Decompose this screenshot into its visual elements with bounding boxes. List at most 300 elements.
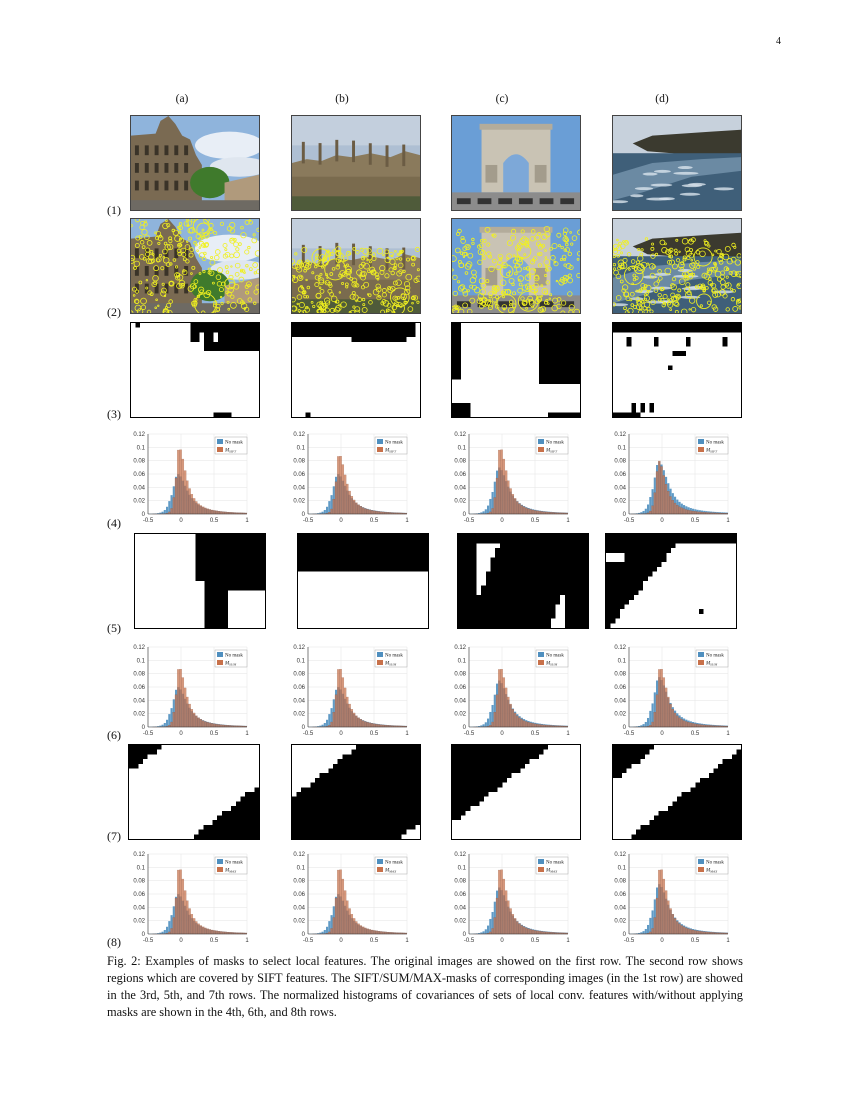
- legend-label: $M_{SUM}$: [225, 661, 237, 667]
- x-tick-label: -0.5: [463, 518, 475, 524]
- bar-with-mask: [516, 716, 518, 727]
- x-tick-label: -0.5: [623, 938, 635, 944]
- x-tick-label: 0: [179, 731, 183, 737]
- bar-with-mask: [378, 724, 380, 727]
- bar-with-mask: [523, 927, 525, 934]
- bar-with-mask: [697, 724, 699, 727]
- legend-swatch-mask: [217, 867, 223, 872]
- bar-with-mask: [198, 924, 200, 934]
- legend-label: $M_{SUM}$: [385, 661, 397, 667]
- bar-no-mask: [164, 723, 166, 727]
- bar-with-mask: [175, 898, 177, 934]
- bar-with-mask: [369, 929, 371, 934]
- y-tick-label: 0.1: [457, 445, 466, 452]
- x-tick-label: 1: [245, 731, 249, 737]
- bar-with-mask: [649, 511, 651, 514]
- bar-with-mask: [344, 891, 346, 934]
- bar-with-mask: [373, 724, 375, 727]
- bar-with-mask: [177, 450, 179, 514]
- bar-with-mask: [503, 879, 505, 934]
- legend-label: No mask: [546, 860, 564, 866]
- bar-with-mask: [706, 932, 708, 934]
- bar-with-mask: [672, 914, 674, 934]
- bar-no-mask: [324, 930, 326, 934]
- bar-with-mask: [521, 926, 523, 934]
- bar-with-mask: [182, 879, 184, 934]
- bar-with-mask: [654, 712, 656, 727]
- y-tick-label: 0.1: [136, 445, 145, 452]
- bar-with-mask: [189, 908, 191, 934]
- bar-with-mask: [209, 929, 211, 934]
- bar-with-mask: [373, 511, 375, 514]
- bar-with-mask: [171, 722, 173, 727]
- x-tick-label: 0: [339, 518, 343, 524]
- bar-with-mask: [346, 901, 348, 934]
- histogram-svg: [108, 850, 248, 942]
- bar-with-mask: [703, 932, 705, 934]
- legend-label: No mask: [225, 440, 243, 446]
- max-mask: [451, 744, 581, 840]
- bar-with-mask: [198, 504, 200, 514]
- bar-with-mask: [202, 721, 204, 727]
- column-label: (d): [655, 93, 669, 105]
- legend: [696, 650, 728, 667]
- x-tick-label: 0.5: [530, 518, 540, 524]
- bar-with-mask: [505, 688, 507, 727]
- sum-mask: [134, 533, 266, 629]
- bar-with-mask: [501, 450, 503, 514]
- y-tick-label: 0.04: [454, 485, 466, 492]
- x-tick-label: -0.5: [302, 518, 314, 524]
- legend: [215, 857, 247, 874]
- legend-swatch-no-mask: [377, 859, 383, 864]
- legend-label: No mask: [706, 440, 724, 446]
- bar-with-mask: [661, 669, 663, 727]
- bar-no-mask: [483, 511, 485, 514]
- y-tick-label: 0.02: [293, 711, 305, 718]
- legend-swatch-no-mask: [377, 439, 383, 444]
- bar-with-mask: [519, 504, 521, 514]
- bar-with-mask: [331, 928, 333, 934]
- legend-swatch-no-mask: [538, 859, 544, 864]
- bar-with-mask: [382, 725, 384, 727]
- y-tick-label: 0.02: [454, 918, 466, 925]
- bar-with-mask: [494, 918, 496, 934]
- bar-with-mask: [184, 471, 186, 514]
- legend-label: No mask: [385, 440, 403, 446]
- bar-with-mask: [514, 498, 516, 514]
- histogram-svg: [589, 430, 729, 522]
- bar-with-mask: [492, 928, 494, 934]
- bar-with-mask: [189, 704, 191, 727]
- legend-swatch-no-mask: [217, 859, 223, 864]
- sift-mask: [291, 322, 421, 418]
- histogram-svg: [268, 850, 408, 942]
- bar-with-mask: [218, 724, 220, 727]
- bar-with-mask: [685, 722, 687, 727]
- bar-no-mask: [487, 719, 489, 727]
- y-tick-label: 0.08: [133, 878, 145, 885]
- bar-with-mask: [362, 927, 364, 934]
- y-tick-label: 0: [622, 725, 626, 731]
- bar-with-mask: [654, 493, 656, 514]
- bar-with-mask: [692, 723, 694, 727]
- bar-with-mask: [349, 908, 351, 934]
- y-tick-label: 0.08: [454, 878, 466, 885]
- bar-with-mask: [681, 719, 683, 727]
- y-tick-label: 0.12: [293, 852, 305, 858]
- bar-with-mask: [328, 932, 330, 934]
- legend-label: No mask: [225, 860, 243, 866]
- bar-with-mask: [652, 928, 654, 934]
- y-tick-label: 0.06: [454, 685, 466, 691]
- y-tick-label: 0: [141, 932, 145, 938]
- bar-with-mask: [222, 512, 224, 514]
- legend-swatch-mask: [698, 660, 704, 665]
- histogram-chart: [268, 850, 408, 950]
- column-label: (b): [335, 93, 349, 105]
- legend-label: No mask: [225, 653, 243, 659]
- bar-with-mask: [532, 510, 534, 514]
- y-tick-label: 0.08: [293, 458, 305, 465]
- bar-with-mask: [498, 870, 500, 934]
- bar-with-mask: [351, 914, 353, 934]
- page-number: 4: [776, 36, 781, 47]
- y-tick-label: 0.08: [133, 671, 145, 678]
- bar-with-mask: [674, 503, 676, 514]
- bar-with-mask: [699, 724, 701, 727]
- bar-with-mask: [688, 510, 690, 514]
- x-tick-label: 1: [405, 518, 409, 524]
- y-tick-label: 0.02: [293, 918, 305, 925]
- bar-with-mask: [211, 930, 213, 934]
- bar-with-mask: [701, 725, 703, 727]
- legend-swatch-no-mask: [698, 652, 704, 657]
- legend-label: No mask: [546, 653, 564, 659]
- legend-swatch-no-mask: [377, 652, 383, 657]
- y-tick-label: 0.04: [614, 698, 626, 705]
- legend-swatch-mask: [377, 660, 383, 665]
- bar-no-mask: [643, 511, 645, 514]
- x-tick-label: 0: [179, 518, 183, 524]
- bar-with-mask: [661, 467, 663, 515]
- histogram-chart: [429, 430, 569, 530]
- legend-label: $M_{MAX}$: [385, 868, 397, 874]
- bar-with-mask: [177, 870, 179, 934]
- bar-with-mask: [353, 500, 355, 514]
- y-tick-label: 0.12: [454, 645, 466, 651]
- bar-with-mask: [541, 725, 543, 727]
- x-tick-label: 0: [179, 938, 183, 944]
- bar-no-mask: [322, 512, 324, 514]
- bar-no-mask: [326, 927, 328, 934]
- bar-with-mask: [200, 506, 202, 514]
- bar-with-mask: [216, 511, 218, 514]
- bar-with-mask: [371, 723, 373, 727]
- bar-with-mask: [380, 512, 382, 514]
- original-image: [291, 115, 421, 211]
- bar-with-mask: [661, 870, 663, 934]
- bar-with-mask: [349, 491, 351, 514]
- original-image: [612, 115, 742, 211]
- bar-with-mask: [676, 505, 678, 514]
- bar-with-mask: [220, 725, 222, 727]
- bar-with-mask: [530, 929, 532, 934]
- bar-with-mask: [376, 511, 378, 514]
- bar-with-mask: [218, 931, 220, 934]
- y-tick-label: 0.12: [614, 645, 626, 651]
- row-label: (4): [107, 516, 121, 530]
- histogram-svg: [589, 850, 729, 942]
- bar-no-mask: [485, 722, 487, 727]
- bar-with-mask: [355, 503, 357, 514]
- bar-with-mask: [335, 482, 337, 514]
- bar-with-mask: [543, 725, 545, 727]
- histogram-svg: [429, 850, 569, 942]
- bar-with-mask: [358, 718, 360, 727]
- bar-with-mask: [543, 512, 545, 514]
- bar-with-mask: [173, 712, 175, 727]
- bar-with-mask: [692, 511, 694, 514]
- bar-with-mask: [216, 931, 218, 934]
- bar-with-mask: [534, 930, 536, 934]
- bar-with-mask: [528, 929, 530, 934]
- histogram-chart: [589, 643, 729, 743]
- y-tick-label: 0.1: [296, 658, 305, 665]
- x-tick-label: -0.5: [463, 731, 475, 737]
- y-tick-label: 0.06: [614, 472, 626, 478]
- bar-with-mask: [512, 709, 514, 727]
- x-tick-label: 1: [726, 731, 730, 737]
- bar-with-mask: [173, 918, 175, 934]
- bar-no-mask: [649, 918, 651, 934]
- original-image: [130, 115, 260, 211]
- legend-label: $M_{SIFT}$: [706, 448, 717, 454]
- bar-with-mask: [342, 879, 344, 934]
- bar-with-mask: [697, 512, 699, 514]
- y-tick-label: 0.06: [614, 685, 626, 691]
- legend: [215, 437, 247, 454]
- legend-swatch-no-mask: [538, 439, 544, 444]
- y-tick-label: 0.02: [454, 498, 466, 505]
- bar-with-mask: [525, 508, 527, 514]
- legend-label: No mask: [385, 653, 403, 659]
- histogram-chart: [268, 430, 408, 530]
- bar-with-mask: [505, 471, 507, 514]
- bar-with-mask: [656, 471, 658, 514]
- legend: [375, 437, 407, 454]
- legend-swatch-mask: [698, 447, 704, 452]
- bar-with-mask: [699, 931, 701, 934]
- bar-with-mask: [688, 929, 690, 934]
- y-tick-label: 0.1: [617, 865, 626, 872]
- bar-no-mask: [166, 927, 168, 934]
- bar-with-mask: [200, 719, 202, 727]
- bar-with-mask: [211, 510, 213, 514]
- y-tick-label: 0.12: [454, 432, 466, 438]
- bar-no-mask: [326, 507, 328, 514]
- y-tick-label: 0.08: [293, 878, 305, 885]
- y-tick-label: 0.06: [293, 685, 305, 691]
- bar-with-mask: [204, 722, 206, 727]
- bar-with-mask: [202, 927, 204, 934]
- bar-with-mask: [510, 704, 512, 727]
- y-tick-label: 0.08: [614, 878, 626, 885]
- x-tick-label: 0.5: [690, 731, 700, 737]
- bar-with-mask: [519, 718, 521, 727]
- y-tick-label: 0.1: [136, 658, 145, 665]
- bar-with-mask: [667, 491, 669, 514]
- bar-no-mask: [322, 725, 324, 727]
- x-tick-label: -0.5: [142, 731, 154, 737]
- x-tick-label: 1: [405, 938, 409, 944]
- x-tick-label: 1: [726, 518, 730, 524]
- sum-mask: [605, 533, 737, 629]
- bar-with-mask: [685, 928, 687, 934]
- sift-mask: [612, 322, 742, 418]
- legend-swatch-no-mask: [217, 652, 223, 657]
- y-tick-label: 0.04: [293, 698, 305, 705]
- bar-with-mask: [681, 508, 683, 514]
- histogram-chart: [108, 430, 248, 530]
- y-tick-label: 0.1: [457, 865, 466, 872]
- bar-with-mask: [362, 508, 364, 514]
- bar-with-mask: [489, 932, 491, 934]
- bar-with-mask: [546, 932, 548, 934]
- legend-label: $M_{SIFT}$: [385, 448, 396, 454]
- y-tick-label: 0.04: [133, 698, 145, 705]
- bar-with-mask: [360, 506, 362, 514]
- x-tick-label: 0.5: [690, 938, 700, 944]
- bar-with-mask: [541, 931, 543, 934]
- histogram-svg: [268, 643, 408, 735]
- bar-with-mask: [346, 484, 348, 514]
- bar-no-mask: [483, 724, 485, 727]
- y-tick-label: 0.02: [133, 711, 145, 718]
- bar-with-mask: [507, 697, 509, 727]
- bar-with-mask: [663, 879, 665, 934]
- y-tick-label: 0.04: [293, 905, 305, 912]
- bar-with-mask: [340, 870, 342, 934]
- y-tick-label: 0.02: [133, 918, 145, 925]
- bar-with-mask: [209, 723, 211, 727]
- bar-no-mask: [489, 919, 491, 934]
- bar-with-mask: [340, 456, 342, 514]
- bar-with-mask: [530, 509, 532, 514]
- bar-with-mask: [694, 511, 696, 514]
- y-tick-label: 0.1: [136, 865, 145, 872]
- bar-with-mask: [537, 511, 539, 514]
- x-tick-label: 0.5: [530, 731, 540, 737]
- bar-with-mask: [207, 509, 209, 514]
- bar-with-mask: [537, 931, 539, 934]
- bar-with-mask: [337, 669, 339, 727]
- bar-with-mask: [692, 930, 694, 934]
- legend-label: $M_{MAX}$: [546, 868, 558, 874]
- bar-no-mask: [485, 929, 487, 934]
- legend-swatch-no-mask: [217, 439, 223, 444]
- bar-with-mask: [184, 891, 186, 934]
- bar-with-mask: [213, 724, 215, 727]
- bar-with-mask: [333, 918, 335, 934]
- histogram-chart: [108, 850, 248, 950]
- bar-with-mask: [503, 459, 505, 514]
- bar-with-mask: [539, 931, 541, 934]
- bar-with-mask: [364, 722, 366, 727]
- bar-with-mask: [344, 688, 346, 727]
- bar-with-mask: [514, 918, 516, 934]
- bar-with-mask: [211, 723, 213, 727]
- legend-swatch-no-mask: [698, 859, 704, 864]
- bar-with-mask: [209, 509, 211, 514]
- sift-mask: [130, 322, 260, 418]
- y-tick-label: 0: [141, 512, 145, 518]
- y-tick-label: 0.12: [133, 852, 145, 858]
- bar-with-mask: [367, 929, 369, 934]
- bar-no-mask: [649, 711, 651, 727]
- bar-with-mask: [168, 932, 170, 934]
- bar-no-mask: [489, 499, 491, 514]
- bar-with-mask: [186, 481, 188, 514]
- row-label: (6): [107, 728, 121, 742]
- bar-with-mask: [530, 723, 532, 727]
- y-tick-label: 0.04: [614, 485, 626, 492]
- sift-mask: [451, 322, 581, 418]
- legend: [696, 437, 728, 454]
- legend-swatch-mask: [217, 660, 223, 665]
- bar-no-mask: [643, 931, 645, 934]
- bar-with-mask: [349, 704, 351, 727]
- legend-label: $M_{SIFT}$: [546, 448, 557, 454]
- y-tick-label: 0.1: [457, 658, 466, 665]
- x-tick-label: 1: [245, 938, 249, 944]
- bar-with-mask: [358, 505, 360, 514]
- bar-with-mask: [690, 723, 692, 727]
- bar-with-mask: [519, 924, 521, 934]
- y-tick-label: 0.08: [133, 458, 145, 465]
- x-tick-label: 0: [500, 731, 504, 737]
- column-label: (a): [175, 93, 189, 105]
- bar-with-mask: [382, 512, 384, 514]
- bar-with-mask: [658, 870, 660, 934]
- y-tick-label: 0.02: [293, 498, 305, 505]
- x-tick-label: 1: [566, 938, 570, 944]
- bar-with-mask: [507, 481, 509, 514]
- bar-no-mask: [166, 720, 168, 727]
- bar-with-mask: [514, 713, 516, 727]
- bar-with-mask: [220, 511, 222, 514]
- bar-with-mask: [371, 510, 373, 514]
- bar-no-mask: [166, 507, 168, 514]
- histogram-svg: [108, 643, 248, 735]
- original-image: [451, 115, 581, 211]
- histogram-svg: [429, 430, 569, 522]
- bar-with-mask: [694, 930, 696, 934]
- y-tick-label: 0.06: [454, 472, 466, 478]
- y-tick-label: 0.1: [296, 445, 305, 452]
- bar-with-mask: [670, 908, 672, 934]
- bar-with-mask: [207, 929, 209, 934]
- bar-with-mask: [333, 499, 335, 514]
- bar-with-mask: [371, 930, 373, 934]
- max-mask: [612, 744, 742, 840]
- bar-with-mask: [220, 931, 222, 934]
- y-tick-label: 0.12: [614, 852, 626, 858]
- bar-with-mask: [376, 931, 378, 934]
- row-label: (5): [107, 621, 121, 635]
- bar-with-mask: [171, 928, 173, 934]
- bar-with-mask: [213, 930, 215, 934]
